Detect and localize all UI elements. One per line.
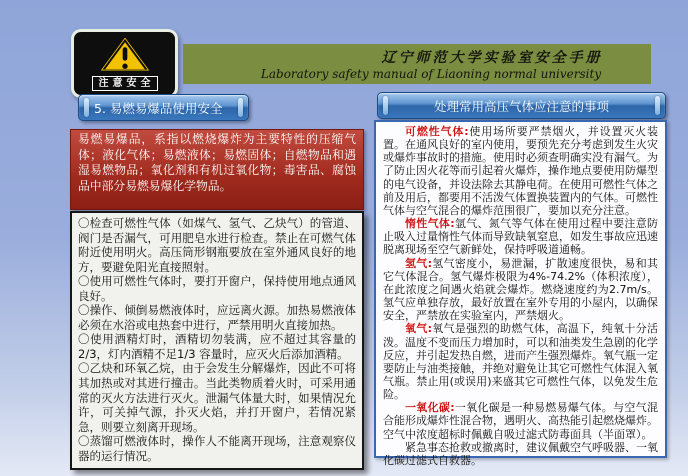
gas-section: [383, 322, 658, 401]
gas-section-body: 氩气、氮气等气体在使用过程中要注意防止吸入过量惰性气体而导致缺氧窒息，如发生事故应迅速脱离现场至空气新鲜处，保持呼吸道通畅。: [383, 217, 659, 257]
warning-sign-plate: [74, 32, 175, 95]
left-section-header: [78, 94, 249, 121]
safety-rule-item: 〇操作、倾倒易燃液体时，应远离火源。加热易燃液体必须在水浴或电热套中进行，严禁用明火直接加热。: [78, 303, 356, 332]
gas-section: [383, 401, 658, 440]
safety-rule-item: 〇蒸馏可燃液体时，操作人不能离开现场，注意观察仪器的运行情况。: [78, 434, 356, 463]
gas-section-body: 氧气是强烈的助燃气体，高温下，纯氧十分活泼。温度不变而压力增加时，可以和油类发生急剧的化学反应，并引起发热自燃，进而产生强烈爆炸。氧气瓶一定要防止与油类接触，并绝对避免让其它可燃性气体混入氧气瓶。禁止用(或误用)来盛其它可燃性气体，以免发生危险。: [383, 322, 658, 402]
gas-section-body: 紧急事态抢救或撤离时，建议佩戴空气呼吸器、一氧化碳过滤式自救器。: [383, 440, 658, 467]
manual-title-en: Laboratory safety manual of Liaoning normal university: [260, 67, 602, 81]
safety-rule-item: 〇使用酒精灯时，酒精切勿装满，应不超过其容量的2/3，灯内酒精不足1/3 容量时，应灭火后添加酒精。: [78, 332, 356, 361]
right-section-header-label: 处理常用高压气体应注意的事项: [433, 98, 609, 114]
gas-section-body: 使用场所要严禁烟火，并设置灭火装置。在通风良好的室内使用，要预先充分考虑到发生火灾或爆炸事故时的措施。使用时必须查明确实没有漏气。为了防止因火花等而引起着火爆炸，操作地点要使用防爆型的电气设备，并设法除去其静电荷。在使用可燃性气体之前及用后，都要用不活泼气体置换装置内的气体。可燃性气体与空气混合的爆炸范围很广，要加以充分注意。: [383, 125, 658, 217]
flammables-intro-box: 易燃易爆品，系指以燃烧爆炸为主要特性的压缩气体；液化气体；易燃液体；易燃固体；自燃物品和遇湿易燃物品；氧化剂和有机过氧化物；毒害品、腐蚀品中部分易燃易爆化学物品。: [70, 129, 364, 210]
warning-sign: [71, 29, 178, 98]
safety-rule-item: 〇使用可燃性气体时，要打开窗户，保持使用地点通风良好。: [78, 274, 356, 303]
gas-section: [383, 441, 658, 467]
warning-triangle-icon: [96, 36, 154, 74]
gas-section-body: 氢气密度小，易泄漏，扩散速度很快，易和其它气体混合。氢气爆炸极限为4%-74.2%（体积浓度），在此浓度之间遇火焰就会爆炸。燃烧速度约为2.7m/s。氢气应单独存放，最好放置在室外专用的小屋内，以确保安全，严禁放在实验室内，严禁烟火。: [383, 256, 658, 323]
gas-section-title: 可燃性气体:: [405, 125, 469, 138]
gas-section-title: 一氧化碳:: [405, 401, 455, 415]
safety-rule-item: 〇检查可燃性气体（如煤气、氢气、乙炔气）的管道、阀门是否漏气，可用肥皂水进行检查。禁止在可燃气体附近使用明火。高压筒形钢瓶要放在室外通风良好的地方，要避免阳光直接照射。: [78, 216, 356, 274]
right-section-header: [377, 92, 666, 119]
gas-section-title: 氢气:: [405, 256, 432, 270]
title-banner: [183, 44, 651, 84]
manual-title-cn: 辽宁师范大学实验室安全手册: [381, 50, 603, 66]
left-section-header-label: 5. 易燃易爆品使用安全: [94, 100, 223, 116]
gas-section-title: 惰性气体:: [405, 217, 455, 231]
gas-section: [383, 125, 658, 217]
gas-section-body: 一氧化碳是一种易燃易爆气体。与空气混合能形成爆炸性混合物，遇明火、高热能引起燃烧爆炸。空气中浓度超标时佩戴自吸过滤式防毒面具（半面罩）。: [383, 401, 659, 441]
warning-sign-label: 注意安全: [92, 76, 158, 91]
safety-rules-list: [70, 211, 364, 470]
gas-section: [383, 217, 658, 256]
gas-notes-panel: [374, 120, 667, 467]
safety-rule-item: 〇乙炔和环氧乙烷，由于会发生分解爆炸，因此不可将其加热或对其进行撞击。当此类物质着火时，可采用通常的灭火方法进行灭火。泄漏气体量大时，如果情况允许，可关掉气源，扑灭火焰，并打开窗户，若情况紧急，则要立刻离开现场。: [78, 361, 356, 434]
gas-section-title: 氧气:: [405, 322, 432, 336]
gas-section: [383, 257, 658, 323]
